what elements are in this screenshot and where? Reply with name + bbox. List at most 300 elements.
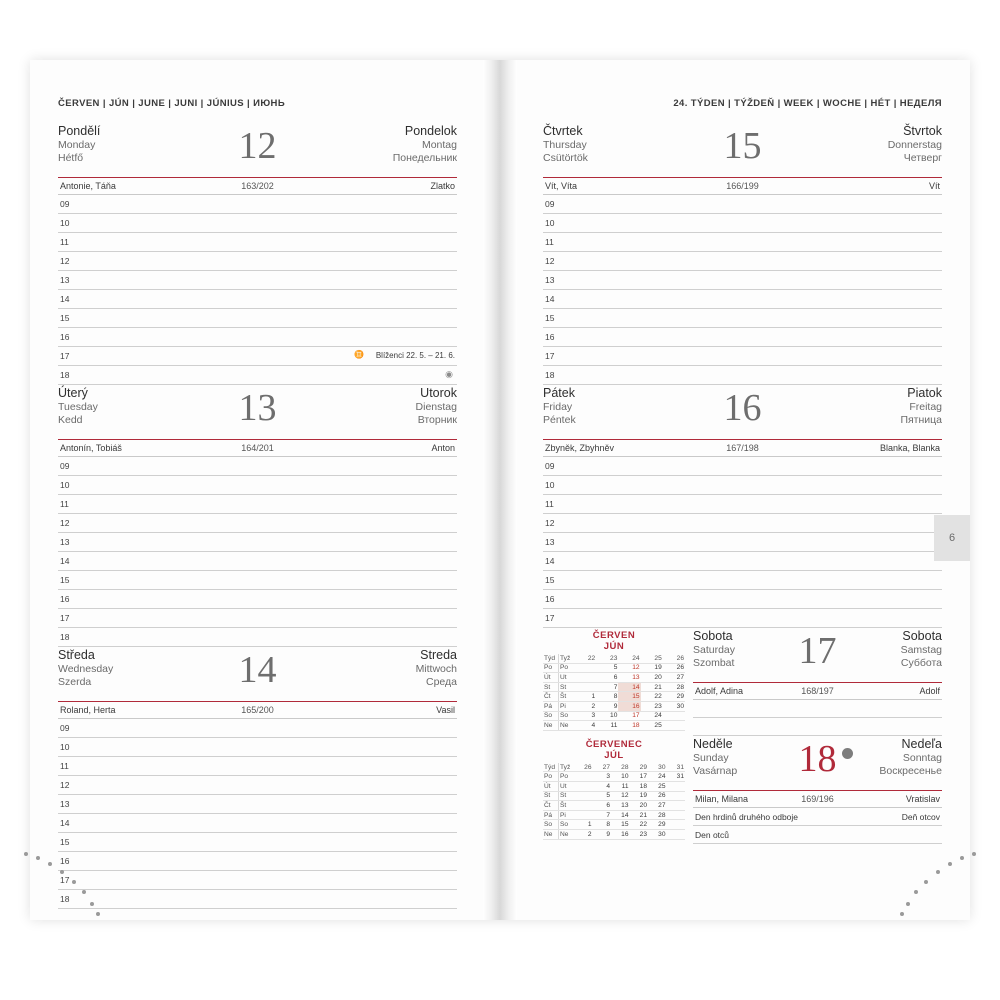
mini-calendar-daylabel-sk: Št xyxy=(559,801,575,811)
mini-calendar-daylabel-cs: Pá xyxy=(543,810,559,820)
hour-label: 14 xyxy=(60,556,70,566)
hour-row[interactable] xyxy=(58,552,457,571)
mini-calendar-day[interactable]: 15 xyxy=(618,692,640,702)
mini-calendar-week-number: Týd xyxy=(543,654,559,663)
mini-calendar-week-number: 22 xyxy=(574,654,596,663)
hour-row[interactable] xyxy=(58,757,457,776)
hour-row[interactable] xyxy=(543,309,942,328)
mini-calendar-week-number: Týd xyxy=(543,763,559,772)
mini-calendar-day[interactable]: 4 xyxy=(593,781,612,791)
hour-lines xyxy=(543,457,942,628)
hour-row[interactable] xyxy=(58,309,457,328)
hour-row[interactable] xyxy=(58,347,457,366)
day-name-cs: Středa xyxy=(58,648,95,662)
day-name-sk: Piatok xyxy=(907,386,942,400)
mini-calendar-day[interactable] xyxy=(574,682,596,692)
mini-calendar-day[interactable] xyxy=(667,829,686,839)
hour-label: 15 xyxy=(60,313,70,323)
day-name-hu: Kedd xyxy=(58,414,83,426)
decorative-dots-left xyxy=(22,848,142,918)
mini-calendar-daylabel-cs: Po xyxy=(543,663,559,673)
day-name-sk: Pondelok xyxy=(404,124,457,138)
mini-calendar-day[interactable]: 11 xyxy=(611,781,630,791)
mini-calendar-day[interactable]: 28 xyxy=(648,810,667,820)
hour-label: 13 xyxy=(60,537,70,547)
mini-calendar-day[interactable]: 1 xyxy=(574,820,593,830)
mini-calendar-daylabel-cs: Čt xyxy=(543,692,559,702)
mini-calendar-daylabel-cs: Ne xyxy=(543,829,559,839)
mini-calendar-week-number: 27 xyxy=(593,763,612,772)
hour-lines xyxy=(58,195,457,385)
mini-calendar-day[interactable] xyxy=(574,781,593,791)
mini-calendar-day[interactable] xyxy=(574,663,596,673)
hour-row[interactable] xyxy=(58,290,457,309)
day-number: 14 xyxy=(238,649,277,691)
nameday-row xyxy=(693,683,942,700)
mini-calendar-day[interactable]: 23 xyxy=(630,829,649,839)
nameday-row xyxy=(693,791,942,808)
day-number: 18 xyxy=(693,736,942,782)
hour-row[interactable] xyxy=(543,366,942,385)
mini-calendar-day[interactable] xyxy=(667,801,686,811)
mini-calendar-week-number: 23 xyxy=(596,654,618,663)
day-block xyxy=(543,387,942,628)
hour-row[interactable] xyxy=(58,457,457,476)
mini-calendar-day[interactable]: 11 xyxy=(596,721,618,731)
hour-label: 18 xyxy=(545,370,555,380)
mini-calendar-week-number: 28 xyxy=(611,763,630,772)
day-block xyxy=(543,125,942,385)
hour-label: 16 xyxy=(60,594,70,604)
hour-label: 10 xyxy=(545,480,555,490)
hour-row[interactable] xyxy=(58,271,457,290)
mini-calendar-row xyxy=(543,772,685,782)
mini-calendar-day[interactable]: 17 xyxy=(630,772,649,782)
mini-calendar-day[interactable]: 25 xyxy=(648,781,667,791)
hour-row[interactable] xyxy=(58,214,457,233)
nameday-sk: Blanka, Blanka xyxy=(879,443,940,453)
mini-calendar-row xyxy=(543,810,685,820)
nameday-sk: Vratislav xyxy=(905,794,940,804)
nameday-cs: Zbyněk, Zbyhněv xyxy=(545,443,615,453)
holiday-row xyxy=(693,808,942,826)
nameday-row xyxy=(58,440,457,457)
mini-calendar-day[interactable]: 5 xyxy=(596,663,618,673)
hour-row[interactable] xyxy=(58,476,457,495)
mini-calendar-day[interactable]: 27 xyxy=(663,673,685,683)
hour-label: 10 xyxy=(545,218,555,228)
hour-row[interactable] xyxy=(58,738,457,757)
day-name-cs: Pátek xyxy=(543,386,575,400)
hour-row[interactable] xyxy=(543,533,942,552)
mini-calendar-day[interactable]: 12 xyxy=(611,791,630,801)
mini-calendar-day[interactable] xyxy=(574,791,593,801)
mini-calendar-day[interactable]: 20 xyxy=(641,673,663,683)
day-number: 12 xyxy=(238,125,277,167)
hour-row[interactable] xyxy=(58,719,457,738)
mini-calendar-daylabel-cs: So xyxy=(543,711,559,721)
mini-calendar-daylabel-cs: So xyxy=(543,820,559,830)
mini-calendar-day[interactable]: 29 xyxy=(663,692,685,702)
mini-calendar-day[interactable]: 14 xyxy=(611,810,630,820)
nameday-sk: Adolf xyxy=(919,686,940,696)
weekend-block xyxy=(543,630,942,848)
hour-row[interactable] xyxy=(543,552,942,571)
mini-calendar-week-number: Tyž xyxy=(559,654,575,663)
hour-label: 15 xyxy=(60,575,70,585)
hour-row[interactable] xyxy=(58,795,457,814)
mini-calendar-day[interactable]: 3 xyxy=(574,711,596,721)
hour-label: 18 xyxy=(60,370,70,380)
mini-calendar-week-number: 26 xyxy=(663,654,685,663)
day-name-de: Mittwoch xyxy=(415,662,457,675)
hour-label: 10 xyxy=(60,480,70,490)
mini-calendar-day[interactable]: 9 xyxy=(593,829,612,839)
zodiac-note: Blíženci 22. 5. – 21. 6. xyxy=(375,351,455,360)
mini-calendar-row xyxy=(543,820,685,830)
mini-calendar-header-row xyxy=(543,654,685,663)
mini-calendar-row xyxy=(543,781,685,791)
day-names-right xyxy=(888,125,942,166)
hour-row[interactable] xyxy=(543,252,942,271)
mini-calendar-row xyxy=(543,711,685,721)
hour-row[interactable] xyxy=(58,366,457,385)
mini-calendar-daylabel-cs: Út xyxy=(543,781,559,791)
mini-calendar-day[interactable]: 7 xyxy=(593,810,612,820)
hour-label: 14 xyxy=(545,294,555,304)
mini-calendar-day[interactable] xyxy=(667,781,686,791)
day-name-cs: Pondělí xyxy=(58,124,101,138)
hour-row[interactable] xyxy=(543,290,942,309)
mini-calendar-day[interactable]: 13 xyxy=(611,801,630,811)
hour-label: 11 xyxy=(545,237,554,247)
nameday-row xyxy=(58,702,457,719)
mini-calendar-day[interactable]: 4 xyxy=(574,721,596,731)
mini-calendar-week-number: 29 xyxy=(630,763,649,772)
mini-calendar-row xyxy=(543,791,685,801)
mini-calendar-day[interactable] xyxy=(574,810,593,820)
nameday-cs: Adolf, Adina xyxy=(695,686,744,696)
mini-calendar-day[interactable]: 16 xyxy=(618,701,640,711)
day-name-de: Montag xyxy=(421,138,457,151)
hour-label: 13 xyxy=(60,275,70,285)
hour-label: 12 xyxy=(60,518,70,528)
nameday-cs: Antonie, Táňa xyxy=(60,181,116,191)
hour-row[interactable] xyxy=(58,776,457,795)
mini-calendar-daylabel-cs: Čt xyxy=(543,801,559,811)
day-header xyxy=(58,125,457,178)
mini-calendar-day[interactable]: 12 xyxy=(618,663,640,673)
book-spine xyxy=(483,60,517,920)
mini-calendar-row xyxy=(543,701,685,711)
mini-calendar-day[interactable]: 18 xyxy=(630,781,649,791)
mini-calendar-daylabel-sk: St xyxy=(559,682,575,692)
hour-row[interactable] xyxy=(543,590,942,609)
hour-row[interactable] xyxy=(543,195,942,214)
hour-row[interactable] xyxy=(543,271,942,290)
zodiac-icon: ♊ xyxy=(354,350,365,359)
hour-row[interactable] xyxy=(58,571,457,590)
day-block xyxy=(58,387,457,647)
mini-calendar-day[interactable]: 3 xyxy=(593,772,612,782)
day-names-right xyxy=(393,125,457,166)
hour-row[interactable] xyxy=(58,495,457,514)
nameday-row xyxy=(58,178,457,195)
day-name-de: Donnerstag xyxy=(887,138,942,151)
mini-calendar-day[interactable]: 8 xyxy=(596,692,618,702)
holiday-cs: Den otců xyxy=(695,830,730,840)
hour-row[interactable] xyxy=(543,495,942,514)
left-page xyxy=(30,60,485,920)
mini-calendar-day[interactable] xyxy=(574,772,593,782)
mini-calendars xyxy=(543,630,693,848)
hour-row[interactable] xyxy=(543,457,942,476)
hour-row[interactable] xyxy=(543,233,942,252)
mini-calendar-day[interactable]: 14 xyxy=(618,682,640,692)
mini-calendar-day[interactable]: 10 xyxy=(611,772,630,782)
day-header xyxy=(543,387,942,440)
day-number: 17 xyxy=(798,630,837,672)
day-name-en: Tuesday xyxy=(58,400,98,413)
day-name-cs: Čtvrtek xyxy=(543,124,583,138)
mini-calendar-row xyxy=(543,801,685,811)
nameday-cs: Roland, Herta xyxy=(60,705,116,715)
note-row[interactable] xyxy=(693,700,942,718)
day-names-right xyxy=(901,630,942,671)
hour-label: 18 xyxy=(60,632,70,642)
day-name-en: Thursday xyxy=(543,138,587,151)
mini-calendar-daylabel-sk: Po xyxy=(559,772,575,782)
mini-calendar-day[interactable]: 23 xyxy=(641,701,663,711)
mini-calendar-day[interactable]: 19 xyxy=(641,663,663,673)
mini-calendar-daylabel-sk: So xyxy=(559,711,575,721)
hour-lines xyxy=(543,195,942,385)
mini-calendar-day[interactable]: 20 xyxy=(630,801,649,811)
mini-calendar-day[interactable]: 29 xyxy=(648,820,667,830)
day-name-ru: Воскресенье xyxy=(879,765,942,777)
day-number: 13 xyxy=(238,387,277,429)
mini-calendar-day[interactable]: 17 xyxy=(618,711,640,721)
mini-calendar-day[interactable]: 22 xyxy=(641,692,663,702)
day-number: 15 xyxy=(723,125,762,167)
mini-calendar-daylabel-sk: St xyxy=(559,791,575,801)
mini-calendar-day[interactable] xyxy=(663,721,685,731)
mini-calendar-day[interactable]: 6 xyxy=(596,673,618,683)
mini-calendar-day[interactable] xyxy=(667,791,686,801)
mini-calendar-row xyxy=(543,721,685,731)
day-of-year: 163/202 xyxy=(241,181,274,191)
mini-calendar-row xyxy=(543,663,685,673)
day-names-right xyxy=(416,387,457,428)
hour-row[interactable] xyxy=(543,328,942,347)
mini-calendar-day[interactable]: 7 xyxy=(596,682,618,692)
day-block-sunday xyxy=(693,738,942,844)
day-header xyxy=(693,630,942,683)
hour-label: 12 xyxy=(60,780,70,790)
day-of-year: 165/200 xyxy=(241,705,274,715)
day-name-en: Saturday xyxy=(693,643,736,656)
mini-calendar-day[interactable]: 21 xyxy=(641,682,663,692)
day-name-ru: Четверг xyxy=(903,152,942,164)
mini-calendar-week-number: 24 xyxy=(618,654,640,663)
mini-calendar-day[interactable]: 1 xyxy=(574,692,596,702)
hour-row[interactable] xyxy=(543,514,942,533)
hour-row[interactable] xyxy=(543,609,942,628)
mini-calendar-day[interactable]: 31 xyxy=(667,772,686,782)
hour-label: 17 xyxy=(545,351,555,361)
day-name-en: Sunday xyxy=(693,751,729,764)
day-name-de: Freitag xyxy=(909,400,942,413)
mini-calendar-daylabel-sk: Ut xyxy=(559,781,575,791)
mini-calendar-day[interactable]: 9 xyxy=(596,701,618,711)
mini-calendar xyxy=(543,739,685,840)
hour-label: 09 xyxy=(60,461,70,471)
hour-label: 12 xyxy=(545,518,555,528)
mini-calendar-day[interactable]: 18 xyxy=(618,721,640,731)
day-name-ru: Понедельник xyxy=(392,152,457,164)
mini-calendar-day[interactable] xyxy=(667,820,686,830)
nameday-cs: Antonín, Tobiáš xyxy=(60,443,122,453)
hour-row[interactable] xyxy=(543,347,942,366)
day-name-hu: Szombat xyxy=(693,657,735,669)
right-page xyxy=(515,60,970,920)
hour-row[interactable] xyxy=(58,533,457,552)
mini-calendar-day[interactable]: 28 xyxy=(663,682,685,692)
hour-label: 16 xyxy=(60,332,70,342)
hour-label: 09 xyxy=(60,723,70,733)
mini-calendar-day[interactable]: 10 xyxy=(596,711,618,721)
mini-calendar-week-number: 31 xyxy=(667,763,686,772)
mini-calendar-day[interactable]: 2 xyxy=(574,829,593,839)
mini-calendar-day[interactable]: 19 xyxy=(630,791,649,801)
hour-row[interactable] xyxy=(58,590,457,609)
hour-label: 09 xyxy=(545,461,555,471)
mini-calendar-day[interactable]: 24 xyxy=(641,711,663,721)
mini-calendar-day[interactable] xyxy=(574,801,593,811)
day-name-sk: Štvrtok xyxy=(903,124,942,138)
mini-calendar-table xyxy=(543,654,685,731)
day-names-right xyxy=(879,738,942,779)
mini-calendar-day[interactable]: 21 xyxy=(630,810,649,820)
hour-row[interactable] xyxy=(58,233,457,252)
hour-label: 15 xyxy=(545,575,555,585)
hour-row[interactable] xyxy=(543,214,942,233)
mini-calendar-row xyxy=(543,682,685,692)
mini-calendar-day[interactable]: 30 xyxy=(663,701,685,711)
mini-calendar-daylabel-sk: Ut xyxy=(559,673,575,683)
nameday-cs: Vít, Víta xyxy=(545,181,578,191)
mini-calendar-day[interactable]: 22 xyxy=(630,820,649,830)
hour-row[interactable] xyxy=(58,252,457,271)
mini-calendar-day[interactable]: 26 xyxy=(663,663,685,673)
mini-calendar xyxy=(543,630,685,731)
mini-calendar-day[interactable] xyxy=(663,711,685,721)
mini-calendar-day[interactable]: 27 xyxy=(648,801,667,811)
mini-calendar-day[interactable]: 6 xyxy=(593,801,612,811)
day-name-sk: Utorok xyxy=(420,386,457,400)
mini-calendar-day[interactable]: 2 xyxy=(574,701,596,711)
hour-label: 16 xyxy=(60,856,70,866)
hour-label: 14 xyxy=(545,556,555,566)
mini-calendar-day[interactable] xyxy=(574,673,596,683)
nameday-sk: Vasil xyxy=(436,705,455,715)
hour-row[interactable] xyxy=(543,476,942,495)
mini-calendar-day[interactable]: 24 xyxy=(648,772,667,782)
hour-label: 14 xyxy=(60,818,70,828)
mini-calendar-daylabel-cs: St xyxy=(543,682,559,692)
hour-label: 11 xyxy=(60,237,69,247)
mini-calendar-week-number: 26 xyxy=(574,763,593,772)
mini-calendar-day[interactable]: 30 xyxy=(648,829,667,839)
hour-row[interactable] xyxy=(58,195,457,214)
day-name-sk: Nedeľa xyxy=(901,737,942,751)
nameday-row xyxy=(543,440,942,457)
mini-calendar-day[interactable]: 5 xyxy=(593,791,612,801)
hour-label: 17 xyxy=(60,351,70,361)
hour-label: 10 xyxy=(60,218,70,228)
hour-row[interactable] xyxy=(58,628,457,647)
hour-lines xyxy=(58,457,457,647)
mini-calendar-daylabel-sk: Št xyxy=(559,692,575,702)
mini-calendar-daylabel-cs: Pá xyxy=(543,701,559,711)
hour-label: 16 xyxy=(545,332,555,342)
day-name-hu: Szerda xyxy=(58,676,92,688)
weekend-days xyxy=(693,630,942,848)
hour-row[interactable] xyxy=(58,514,457,533)
day-name-sk: Streda xyxy=(420,648,457,662)
hour-label: 15 xyxy=(60,837,70,847)
day-of-year: 167/198 xyxy=(726,443,759,453)
hour-label: 11 xyxy=(60,499,69,509)
mini-calendar-day[interactable]: 15 xyxy=(611,820,630,830)
hour-label: 14 xyxy=(60,294,70,304)
mini-calendar-week-number: 25 xyxy=(641,654,663,663)
hour-row[interactable] xyxy=(58,609,457,628)
mini-calendar-row xyxy=(543,692,685,702)
day-header xyxy=(543,125,942,178)
nameday-sk: Vít xyxy=(928,181,940,191)
hour-row[interactable] xyxy=(58,814,457,833)
mini-calendar-day[interactable]: 8 xyxy=(593,820,612,830)
right-page-header: 24. TÝDEN | TÝŽDEŇ | WEEK | WOCHE | HÉT | НЕДЕЛЯ xyxy=(673,98,942,109)
mini-calendar-day[interactable]: 16 xyxy=(611,829,630,839)
day-of-year: 168/197 xyxy=(801,686,834,696)
day-name-ru: Пятница xyxy=(900,414,942,426)
mini-calendar-table xyxy=(543,763,685,840)
hour-label: 11 xyxy=(545,499,554,509)
hour-label: 17 xyxy=(60,875,70,885)
day-name-en: Friday xyxy=(543,400,573,413)
day-block xyxy=(58,125,457,385)
mini-calendar-day[interactable] xyxy=(667,810,686,820)
day-of-year: 164/201 xyxy=(241,443,274,453)
mini-calendar-day[interactable]: 13 xyxy=(618,673,640,683)
hour-label: 17 xyxy=(545,613,555,623)
day-name-ru: Суббота xyxy=(900,657,942,669)
hour-row[interactable] xyxy=(543,571,942,590)
hour-label: 13 xyxy=(545,275,555,285)
day-name-hu: Péntek xyxy=(543,414,576,426)
mini-calendar-day[interactable]: 25 xyxy=(641,721,663,731)
hour-row[interactable] xyxy=(58,328,457,347)
mini-calendar-daylabel-sk: Ne xyxy=(559,721,575,731)
note-row[interactable] xyxy=(693,718,942,736)
hour-label: 09 xyxy=(60,199,70,209)
mini-calendar-daylabel-cs: Út xyxy=(543,673,559,683)
mini-calendar-day[interactable]: 26 xyxy=(648,791,667,801)
day-name-cs: Neděle xyxy=(693,737,733,751)
holiday-cs: Den hrdinů druhého odboje xyxy=(695,812,799,822)
